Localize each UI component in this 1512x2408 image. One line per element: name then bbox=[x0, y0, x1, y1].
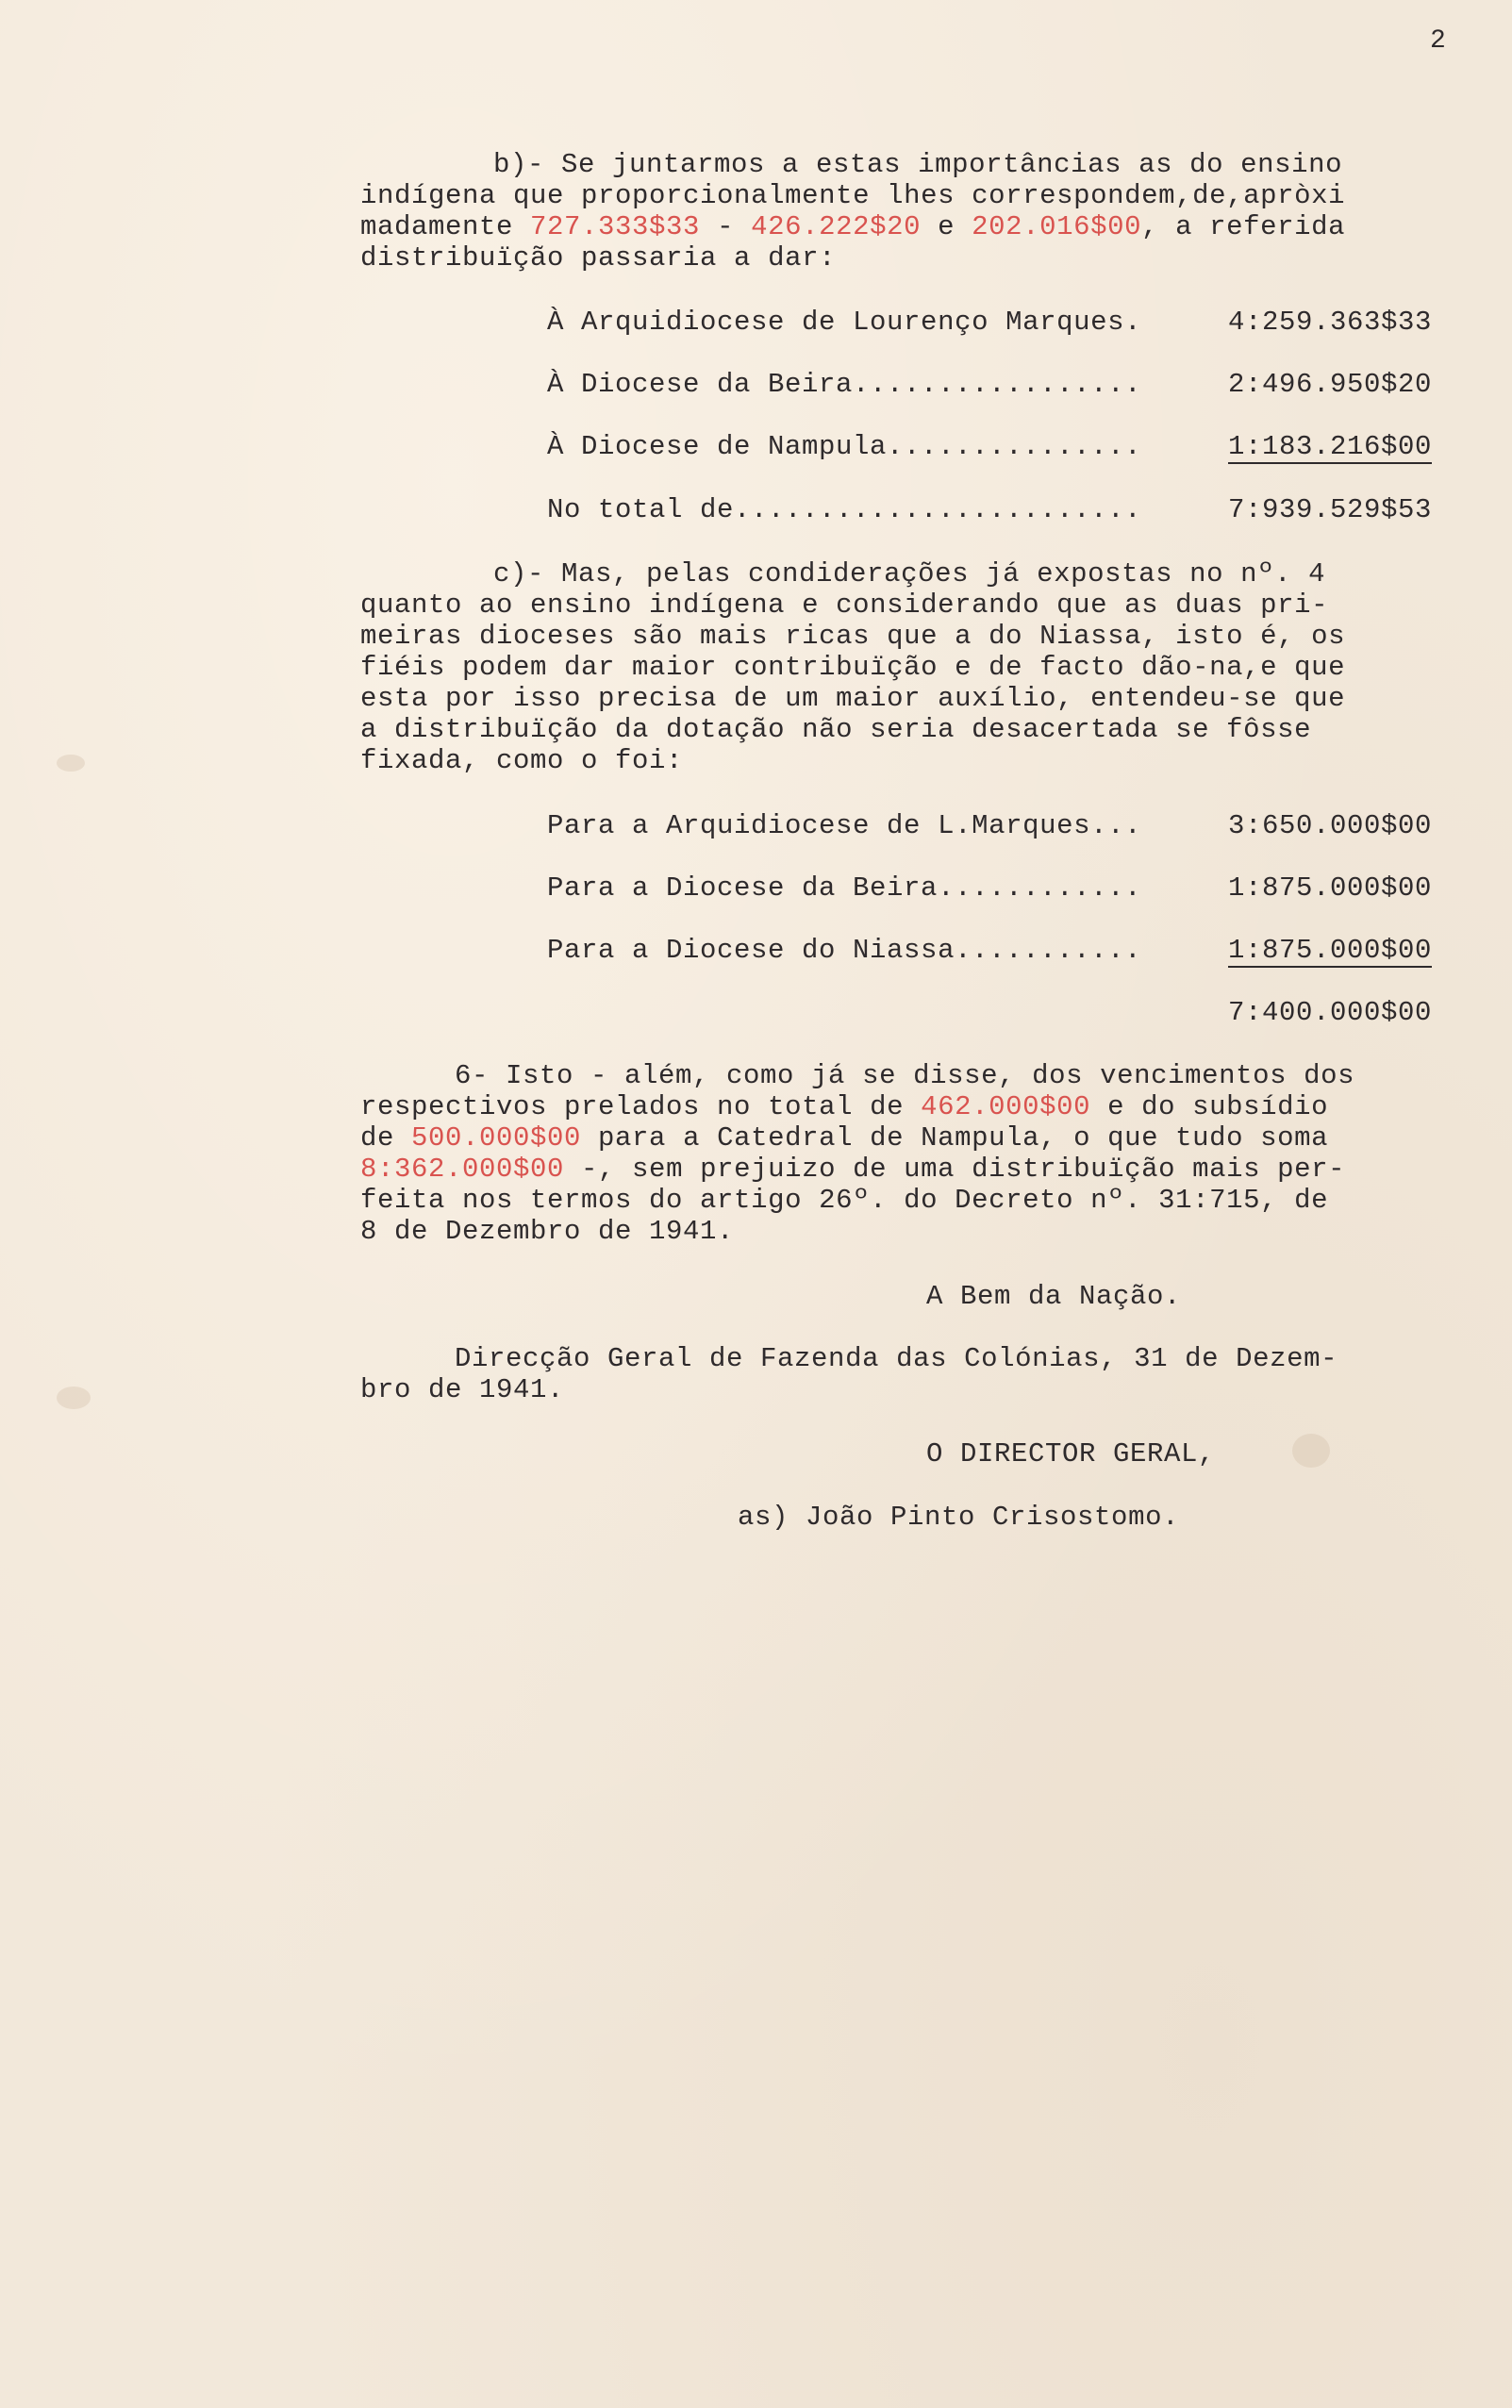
paper-stain bbox=[57, 755, 85, 772]
distribution-label: Para a Arquidiocese de L.Marques... bbox=[547, 810, 1142, 841]
red-amount: 426.222$20 bbox=[751, 211, 922, 242]
paper-stain bbox=[1292, 1434, 1330, 1468]
text: -, sem prejuizo de uma distribuïção mais per- bbox=[564, 1154, 1346, 1185]
text: madamente bbox=[360, 211, 531, 242]
distribution-value: 1:875.000$00 bbox=[1228, 872, 1433, 904]
section-c-line-2: quanto ao ensino indígena e considerando que as duas pri- bbox=[360, 590, 1329, 621]
section-c-line-1: c)- Mas, pelas condiderações já expostas no nº. 4 bbox=[493, 558, 1326, 590]
red-amount: 500.000$00 bbox=[411, 1122, 582, 1154]
total-label: No total de........................ bbox=[547, 494, 1142, 525]
section-6-line-6: 8 de Dezembro de 1941. bbox=[360, 1216, 735, 1247]
section-6-line-5: feita nos termos do artigo 26º. do Decreto nº. 31:715, de bbox=[360, 1185, 1329, 1216]
section-c-line-3: meiras dioceses são mais ricas que a do Niassa, isto é, os bbox=[360, 621, 1346, 652]
section-c-line-4: fiéis podem dar maior contribuïção e de facto dão-na,e que bbox=[360, 652, 1346, 683]
section-c-line-7: fixada, como o foi: bbox=[360, 745, 684, 776]
red-amount: 727.333$33 bbox=[530, 211, 701, 242]
distribution-value: 1:183.216$00 bbox=[1228, 431, 1433, 462]
distribution-label: Para a Diocese da Beira............ bbox=[547, 872, 1142, 904]
signatory-name: as) João Pinto Crisostomo. bbox=[738, 1502, 1180, 1533]
place-date-line-1: Direcção Geral de Fazenda das Colónias, 31 de Dezem- bbox=[455, 1343, 1338, 1374]
red-amount: 202.016$00 bbox=[972, 211, 1142, 242]
section-b-line-1: b)- Se juntarmos a estas importâncias as do ensino bbox=[493, 149, 1343, 180]
text: e do subsídio bbox=[1090, 1091, 1329, 1122]
distribution-value: 1:875.000$00 bbox=[1228, 935, 1433, 966]
text: para a Catedral de Nampula, o que tudo soma bbox=[581, 1122, 1329, 1154]
text: e bbox=[921, 211, 972, 242]
red-amount: 462.000$00 bbox=[921, 1091, 1091, 1122]
distribution-label: Para a Diocese do Niassa........... bbox=[547, 935, 1142, 966]
total-value: 7:939.529$53 bbox=[1228, 494, 1433, 525]
section-c-line-6: a distribuïção da dotação não seria desacertada se fôsse bbox=[360, 714, 1312, 745]
text: de bbox=[360, 1122, 412, 1154]
total-value: 7:400.000$00 bbox=[1228, 997, 1433, 1028]
distribution-value: 2:496.950$20 bbox=[1228, 369, 1433, 400]
section-c-line-5: esta por isso precisa de um maior auxílio, entendeu-se que bbox=[360, 683, 1346, 714]
distribution-label: À Arquidiocese de Lourenço Marques. bbox=[547, 307, 1142, 338]
distribution-value: 3:650.000$00 bbox=[1228, 810, 1433, 841]
section-6-line-1: 6- Isto - além, como já se disse, dos vencimentos dos bbox=[455, 1060, 1355, 1091]
closing-salutation: A Bem da Nação. bbox=[926, 1281, 1182, 1312]
section-6-line-3 bbox=[360, 1122, 1328, 1154]
section-6-line-2 bbox=[360, 1091, 1328, 1122]
section-b-line-2: indígena que proporcionalmente lhes correspondem,de,apròxi bbox=[360, 180, 1346, 211]
place-date-line-2: bro de 1941. bbox=[360, 1374, 565, 1405]
paper-stain bbox=[57, 1387, 91, 1409]
section-b-line-4: distribuïção passaria a dar: bbox=[360, 242, 837, 274]
text: - bbox=[700, 211, 752, 242]
section-b-line-3 bbox=[360, 211, 1345, 242]
text: , a referida bbox=[1141, 211, 1346, 242]
section-6-line-4 bbox=[360, 1154, 1345, 1185]
page-number: 2 bbox=[1430, 26, 1447, 56]
distribution-label: À Diocese da Beira................. bbox=[547, 369, 1142, 400]
distribution-label: À Diocese de Nampula............... bbox=[547, 431, 1142, 462]
signatory-title: O DIRECTOR GERAL, bbox=[926, 1438, 1216, 1470]
distribution-value: 4:259.363$33 bbox=[1228, 307, 1433, 338]
red-amount: 8:362.000$00 bbox=[360, 1154, 565, 1185]
text: respectivos prelados no total de bbox=[360, 1091, 922, 1122]
